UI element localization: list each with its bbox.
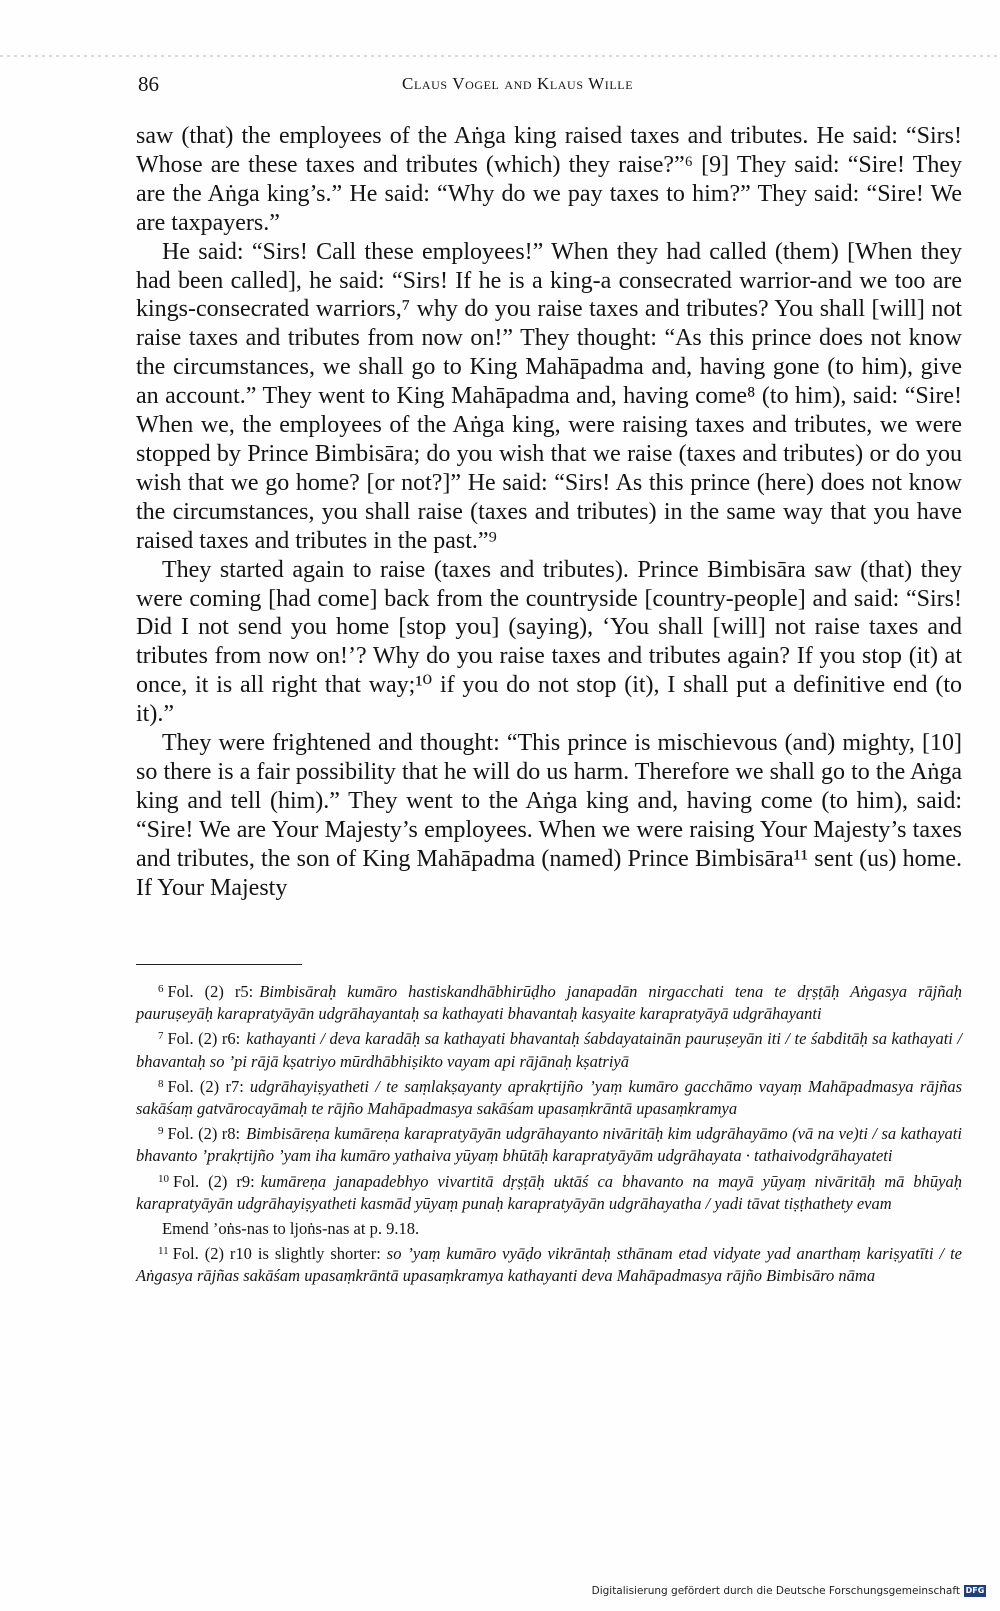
- page-number: 86: [138, 72, 159, 96]
- footnote-reference: Emend ’oṅs-nas to ljoṅs-nas at p. 9.18.: [162, 1219, 420, 1239]
- footnote-divider: [136, 964, 302, 965]
- footnote-reference: Fol. (2) r5:: [167, 982, 254, 1001]
- footnote: [136, 1073, 962, 1120]
- footnote-emendation: [136, 1215, 962, 1240]
- footnotes: [136, 978, 962, 1288]
- footnote-number: 7: [158, 1030, 164, 1043]
- credit-text: Digitalisierung gefördert durch die Deutsche Forschungsgemeinschaft: [591, 1585, 960, 1597]
- digitization-credit: [592, 1585, 986, 1597]
- dfg-logo: DFG: [965, 1586, 985, 1595]
- footnote-number: 11: [158, 1245, 169, 1258]
- footnote-reference: Fol. (2) r6:: [167, 1029, 241, 1049]
- page-header: [138, 70, 968, 100]
- footnote-number: 6: [158, 983, 164, 995]
- footnote-number: 8: [158, 1077, 164, 1090]
- footnote-text: so ’yaṃ kumāro vyāḍo vikrāntaḥ sthānam etad vidyate yad anarthaṃ kariṣyatīti / te Aṅgasya rājñas sakāśam upasaṃkrāntā upasaṃkramya kathayanti deva Mahāpadmasya rājño Bimbisāro nāma: [136, 1244, 962, 1286]
- paragraph: He said: “Sirs! Call these employees!” When they had called (them) [When they had been called], he said: “Sirs! If he is a king-a consecrated warrior-and we too are kings-consecrated warriors,⁷ why do you raise taxes and tributes? You shall [will] not raise taxes and tributes from now on!” They thought: “As this prince does not know the circumstances, we shall go to King Mahāpadma and, having gone (to him), give an account.” They went to King Mahāpadma and, having come⁸ (to him), said: “Sire! When we, the employees of the Aṅga king, were raising taxes and tributes, we were stopped by Prince Bimbisāra; do you wish that we raise (taxes and tributes) or do you wish that we go home? [or not?]” He said: “Sirs! As this prince (here) does not know the circumstances, you shall raise (taxes and tributes) in the same way that you have raised taxes and tributes in the past.”⁹: [136, 238, 962, 554]
- paragraph: saw (that) the employees of the Aṅga king raised taxes and tributes. He said: “Sirs! Whose are these taxes and tributes (which) they raise?”⁶ [9] They said: “Sire! They are the Aṅga king’s.” He said: “Why do we pay taxes to him?” They said: “Sire! We are taxpayers.”: [136, 123, 962, 236]
- footnote-text: kumāreṇa janapadebhyo vivartitā dṛṣṭāḥ uktāś ca bhavanto na mayā yūyaṃ nivāritāḥ mā bhūyaḥ karapratyāyān udgrāhayiṣyatheti kasmād yūyaṃ punaḥ karapratyāyān udgrāhayatha / yadi tāvat tiṣṭhathety evam: [136, 1171, 962, 1213]
- footnote-reference: Fol. (2) r10 is slightly shorter:: [172, 1244, 381, 1264]
- main-text: [136, 122, 962, 902]
- running-head: Claus Vogel and Klaus Wille: [402, 74, 634, 93]
- page-edge-shadow: [0, 55, 1000, 57]
- footnote-reference: Fol. (2) r8:: [167, 1124, 241, 1144]
- footnote-text: Bimbisāreṇa kumāreṇa karapratyāyān udgrāhayanto nivāritāḥ kim udgrāhayāmo (vā na ve)ti / sa kathayati bhavanto ’prakṛtijño ’yam iha kumāro yathaiva yūyaṃ bhūtāḥ karapratyāyām udgrāhayata · tathaivodgrāhayateti: [136, 1124, 962, 1166]
- footnote-number: 10: [158, 1172, 169, 1185]
- footnote-text: udgrāhayiṣyatheti / te saṃlakṣayanty aprakṛtijño ’yaṃ kumāro gacchāmo vayaṃ Mahāpadmasya rājñas sakāśaṃ gatvārocayāmaḥ te rājño Mahāpadmasya sakāśam upasaṃkrāntā upasaṃkramya: [136, 1076, 962, 1119]
- paragraph: They were frightened and thought: “This prince is mischievous (and) mighty, [10] so there is a fair possibility that he will do us harm. Therefore we shall go to the Aṅga king and tell (him).” They went to the Aṅga king and, having come (to him), said: “Sire! We are Your Majesty’s employees. When we were raising Your Majesty’s taxes and tributes, the son of King Mahāpadma (named) Prince Bimbisāra¹¹ sent (us) home. If Your Majesty: [136, 730, 962, 901]
- paragraph: They started again to raise (taxes and tributes). Prince Bimbisāra saw (that) they were coming [had come] back from the countryside [country-people] and said: “Sirs! Did I not send you home [stop you] (saying), ‘You shall [will] not raise taxes and tributes from now on!’? Why do you raise taxes and tributes again? If you stop (it) at once, it is all right that way;¹⁰ if you do not stop (it), I shall put a definitive end (to it).”: [136, 556, 962, 728]
- footnote: [136, 978, 962, 1025]
- footnote-number: 9: [158, 1125, 164, 1138]
- footnote: [136, 1025, 962, 1072]
- footnote-reference: Fol. (2) r7:: [167, 1076, 244, 1096]
- footnote: [136, 1240, 962, 1287]
- footnote-text: Bimbisāraḥ kumāro hastiskandhābhirūḍho janapadān nirgacchati tena te dṛṣṭāḥ Aṅgasya rājñaḥ pauruṣeyāḥ karapratyāyān udgrāhayantaḥ sa kathayati bhavantaḥ kasyaite karapratyāyā udgrāhayanti: [136, 982, 962, 1024]
- footnote: [136, 1120, 962, 1167]
- footnote: [136, 1168, 962, 1215]
- footnote-text: kathayanti / deva karadāḥ sa kathayati bhavantaḥ śabdayatainān pauruṣeyān iti / te śabditāḥ sa kathayati / bhavantaḥ so ’pi rājā kṣatriyo mūrdhābhiṣikto vayam api rājānaḥ kṣatriyā: [136, 1029, 962, 1071]
- footnote-reference: Fol. (2) r9:: [173, 1171, 255, 1191]
